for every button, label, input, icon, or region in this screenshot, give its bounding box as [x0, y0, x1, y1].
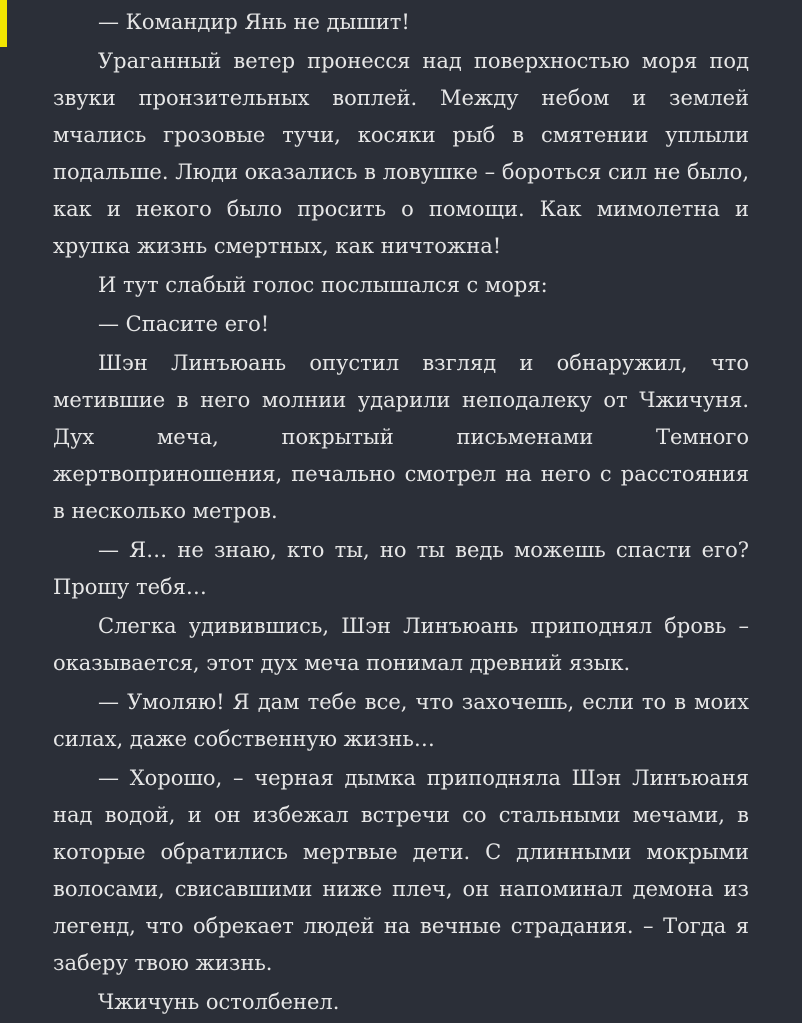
paragraph: — Я… не знаю, кто ты, но ты ведь можешь спасти его? Прошу тебя…	[53, 538, 749, 599]
paragraph: — Командир Янь не дышит!	[98, 10, 410, 34]
paragraph: — Умоляю! Я дам тебе все, что захочешь, если то в моих силах, даже собственную жизнь…	[53, 690, 749, 751]
paragraph: И тут слабый голос послышался с моря:	[98, 273, 548, 297]
reader-page[interactable]	[53, 4, 749, 1023]
paragraph: — Спасите его!	[98, 312, 270, 336]
paragraph: Ураганный ветер пронесся над поверхностью моря под звуки пронзительных воплей. Между небом и землей мчались грозовые тучи, косяки рыб в смятении уплыли подальше. Люди оказались в ловушке – бороться сил не было, как и некого было просить о помощи. Как мимолетна и хрупка жизнь смертных, как ничтожна!	[53, 49, 749, 258]
paragraph: Чжичунь остолбенел.	[98, 990, 340, 1014]
paragraph: Слегка удивившись, Шэн Линъюань приподнял бровь – оказывается, этот дух меча понимал древний язык.	[53, 614, 749, 675]
paragraph: Шэн Линъюань опустил взгляд и обнаружил, что метившие в него молнии ударили неподалеку от Чжичуня. Дух меча, покрытый письменами Темного жертвоприношения, печально смотрел на него с расстояния в несколько метров.	[53, 351, 749, 523]
paragraph: — Хорошо, – черная дымка приподняла Шэн Линъюаня над водой, и он избежал встречи со стальными мечами, в которые обратились мертвые дети. С длинными мокрыми волосами, свисавшими ниже плеч, он напоминал демона из легенд, что обрекает людей на вечные страдания. – Тогда я заберу твою жизнь.	[53, 766, 749, 975]
reading-position-marker	[0, 0, 7, 47]
